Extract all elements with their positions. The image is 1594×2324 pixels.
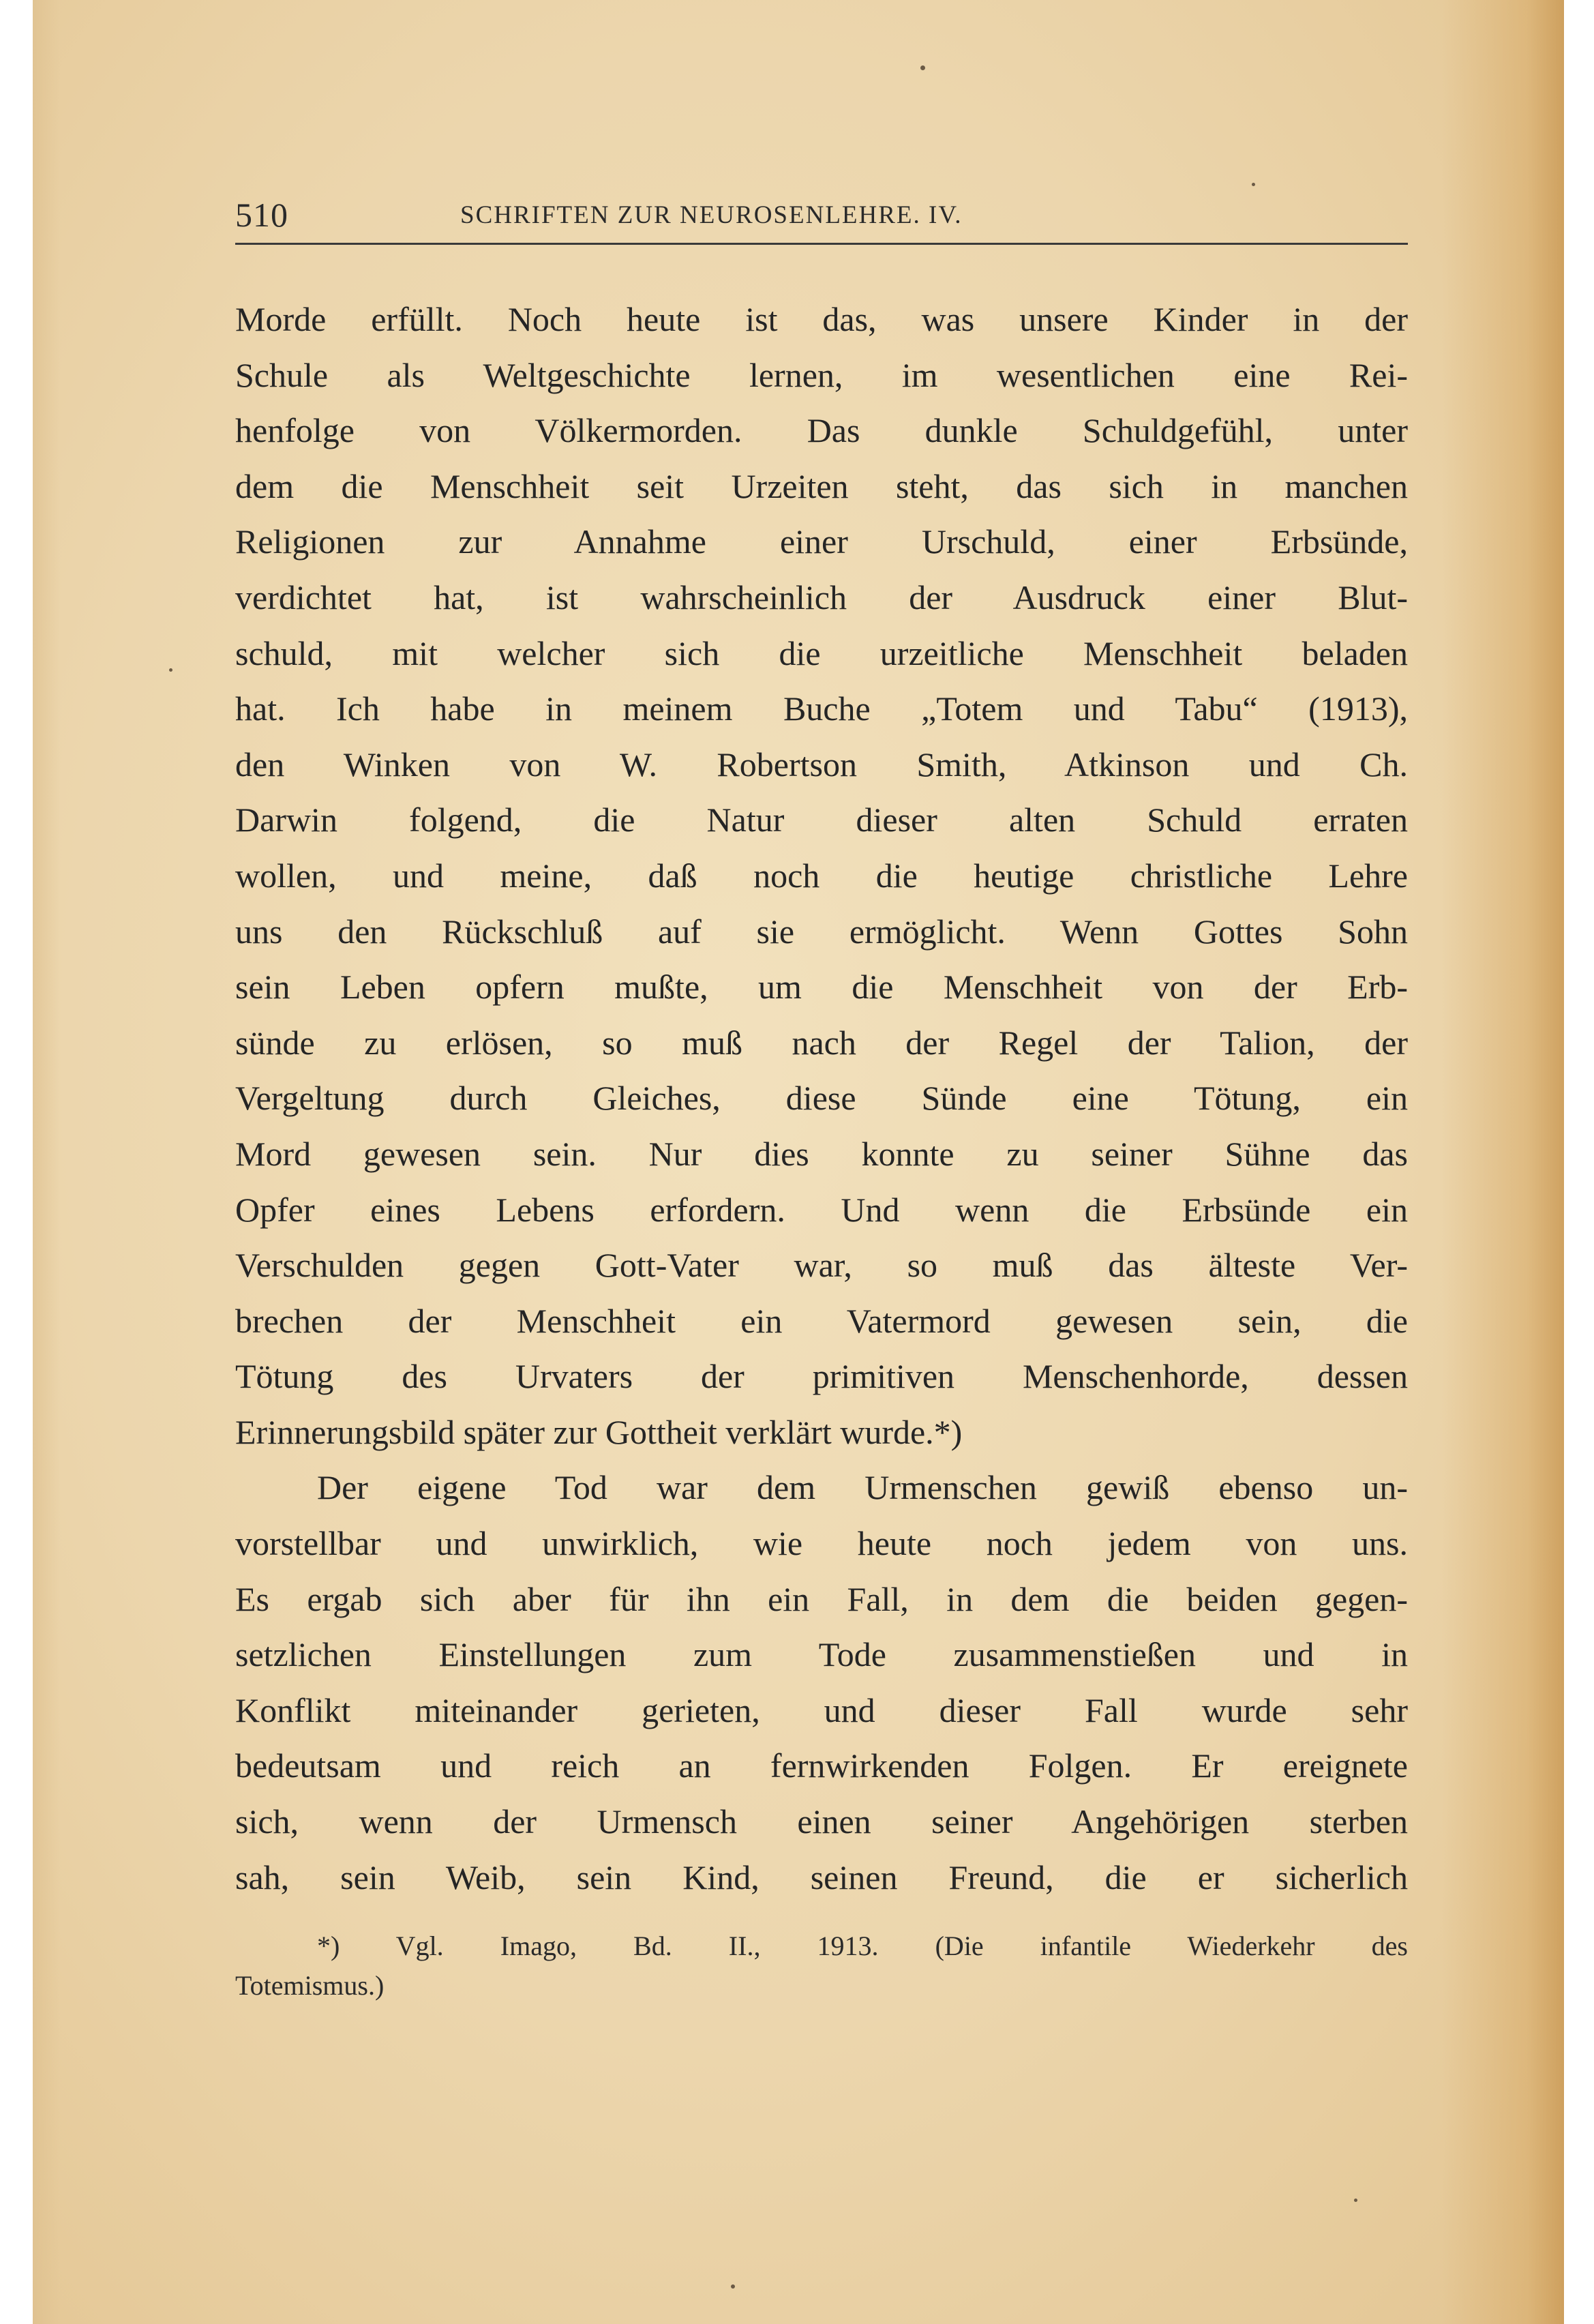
text-line: Schule als Weltgeschichte lernen, im wesentlichen eine Rei- — [235, 355, 1408, 394]
running-head: SCHRIFTEN ZUR NEUROSENLEHRE. IV. — [460, 201, 963, 229]
text-line: Vergeltung durch Gleiches, diese Sünde eine Tötung, ein — [235, 1079, 1408, 1118]
text-line: verdichtet hat, ist wahrscheinlich der Ausdruck einer Blut- — [235, 578, 1408, 616]
text-line: Erinnerungsbild später zur Gottheit verklärt wurde.*) — [235, 1412, 963, 1451]
text-line: vorstellbar und unwirklich, wie heute noch jedem von uns. — [235, 1524, 1408, 1563]
text-line: schuld, mit welcher sich die urzeitliche Menschheit beladen — [235, 634, 1408, 672]
text-line: Es ergab sich aber für ihn ein Fall, in dem die beiden gegen- — [235, 1579, 1408, 1618]
footnote — [235, 1926, 1408, 2006]
text-line: Konflikt miteinander gerieten, und dieser Fall wurde sehr — [235, 1690, 1408, 1729]
text-line: henfolge von Völkermorden. Das dunkle Schuldgefühl, unter — [235, 411, 1408, 450]
footnote-line: *) Vgl. Imago, Bd. II., 1913. (Die infantile Wiederkehr des — [317, 1931, 1408, 1961]
body-text — [235, 292, 1408, 1905]
text-line: Opfer eines Lebens erfordern. Und wenn die Erbsünde ein — [235, 1190, 1408, 1229]
footnote-line: Totemismus.) — [235, 1970, 385, 2001]
text-line: sah, sein Weib, sein Kind, seinen Freund, die er sicherlich — [235, 1858, 1408, 1896]
text-line: Verschulden gegen Gott-Vater war, so muß das älteste Ver- — [235, 1246, 1408, 1285]
text-line: dem die Menschheit seit Urzeiten steht, das sich in manchen — [235, 466, 1408, 505]
header-rule — [235, 243, 1408, 245]
text-line: brechen der Menschheit ein Vatermord gewesen sein, die — [235, 1301, 1408, 1340]
text-line: Tötung des Urvaters der primitiven Menschenhorde, dessen — [235, 1357, 1408, 1396]
text-line: sünde zu erlösen, so muß nach der Regel der Talion, der — [235, 1023, 1408, 1062]
text-line: hat. Ich habe in meinem Buche „Totem und Tabu“ (1913), — [235, 689, 1408, 728]
text-line: sich, wenn der Urmensch einen seiner Angehörigen sterben — [235, 1802, 1408, 1841]
text-line: setzlichen Einstellungen zum Tode zusammenstießen und in — [235, 1635, 1408, 1674]
text-line: Morde erfüllt. Noch heute ist das, was unsere Kinder in der — [235, 300, 1408, 338]
text-line: den Winken von W. Robertson Smith, Atkinson und Ch. — [235, 745, 1408, 784]
text-line: Der eigene Tod war dem Urmenschen gewiß ebenso un- — [317, 1468, 1408, 1507]
text-line: Darwin folgend, die Natur dieser alten Schuld erraten — [235, 801, 1408, 839]
page-number: 510 — [235, 196, 288, 234]
text-line: bedeutsam und reich an fernwirkenden Folgen. Er ereignete — [235, 1746, 1408, 1785]
text-line: uns den Rückschluß auf sie ermöglicht. Wenn Gottes Sohn — [235, 912, 1408, 951]
text-line: sein Leben opfern mußte, um die Menschheit von der Erb- — [235, 968, 1408, 1007]
text-line: wollen, und meine, daß noch die heutige christliche Lehre — [235, 856, 1408, 895]
page-header — [235, 195, 1408, 244]
text-line: Mord gewesen sein. Nur dies konnte zu seiner Sühne das — [235, 1134, 1408, 1173]
text-line: Religionen zur Annahme einer Urschuld, einer Erbsünde, — [235, 522, 1408, 561]
